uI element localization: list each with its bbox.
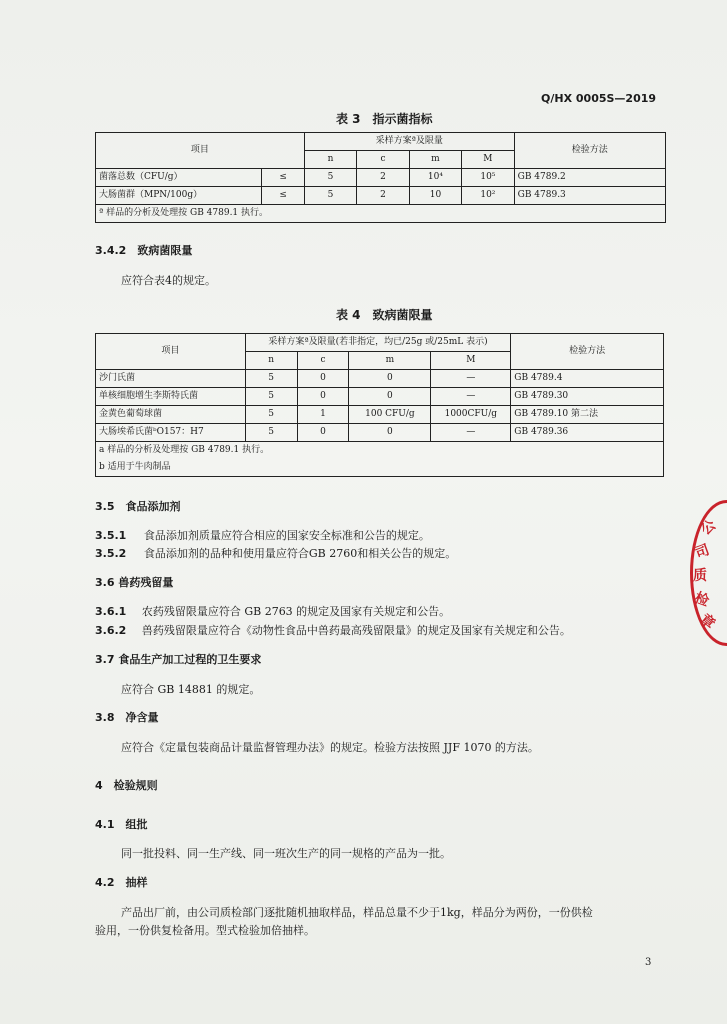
table3-cell-m: 10 (409, 187, 461, 205)
table-row (96, 169, 666, 187)
section-3-8-heading: 3.8 净含量 (95, 711, 159, 724)
table3-footnote: ª 样品的分析及处理按 GB 4789.1 执行。 (96, 205, 666, 223)
table4-cell-method: GB 4789.4 (511, 370, 664, 388)
table3-cell-c: 2 (357, 187, 409, 205)
table3-header-n: n (304, 151, 356, 169)
section-4-heading: 4 检验规则 (95, 779, 158, 792)
table-row (96, 406, 664, 424)
section-3-6-1-number: 3.6.1 (95, 605, 127, 618)
table4-title: 表 4 致病菌限量 (336, 308, 433, 322)
table4-cell-method: GB 4789.10 第二法 (511, 406, 664, 424)
table4-cell-c: 0 (297, 424, 349, 442)
table4-cell-item: 单核细胞增生李斯特氏菌 (96, 388, 246, 406)
section-3-5-2-text: 食品添加剂的品种和使用量应符合GB 2760和相关公告的规定。 (143, 547, 457, 560)
table-row (96, 187, 666, 205)
table4-cell-M: 1000CFU/g (431, 406, 511, 424)
seal-stamp: 公 司 质 检 章 (690, 500, 727, 646)
table3-cell-n: 5 (304, 187, 356, 205)
table-row (96, 424, 664, 442)
section-3-6-2 (95, 622, 571, 638)
table3-title: 表 3 指示菌指标 (336, 112, 433, 126)
section-3-5-1-number: 3.5.1 (95, 529, 127, 542)
table4-cell-M: — (431, 370, 511, 388)
table3-cell-M: 10⁵ (462, 169, 514, 187)
table4-cell-item: 金黄色葡萄球菌 (96, 406, 246, 424)
table3-cell-item: 大肠菌群（MPN/100g） (96, 187, 262, 205)
section-3-4-2-heading: 3.4.2 致病菌限量 (95, 244, 193, 257)
table-row (96, 370, 664, 388)
section-3-5-2 (95, 545, 456, 561)
table4-cell-method: GB 4789.36 (511, 424, 664, 442)
table3-cell-c: 2 (357, 169, 409, 187)
table4-cell-M: — (431, 388, 511, 406)
table4-cell-method: GB 4789.30 (511, 388, 664, 406)
table4-header-M: M (431, 352, 511, 370)
section-3-5-1 (95, 527, 430, 543)
table4-cell-m: 0 (349, 388, 431, 406)
section-4-1-text: 同一批投料、同一生产线、同一班次生产的同一规格的产品为一批。 (121, 847, 451, 860)
table-row (96, 388, 664, 406)
table3-header-c: c (357, 151, 409, 169)
table3-cell-m: 10⁴ (409, 169, 461, 187)
table4-header-item: 项目 (96, 334, 246, 370)
section-3-6-2-number: 3.6.2 (95, 624, 127, 637)
table4-header-n: n (245, 352, 297, 370)
table4-header-method: 检验方法 (511, 334, 664, 370)
table4-cell-n: 5 (245, 370, 297, 388)
table3-cell-item: 菌落总数（CFU/g） (96, 169, 262, 187)
section-3-7-text: 应符合 GB 14881 的规定。 (121, 683, 261, 696)
table4-header-m: m (349, 352, 431, 370)
section-3-8-text: 应符合《定量包装商品计量监督管理办法》的规定。检验方法按照 JJF 1070 的方法。 (121, 741, 539, 754)
table3-cell-le: ≤ (262, 169, 304, 187)
page-number: 3 (645, 957, 652, 968)
table4-cell-m: 100 CFU/g (349, 406, 431, 424)
table3-header-m: m (409, 151, 461, 169)
table4-cell-c: 1 (297, 406, 349, 424)
table4-header-c: c (297, 352, 349, 370)
table4-pathogen-limits (95, 333, 664, 477)
section-3-5-heading: 3.5 食品添加剂 (95, 500, 181, 513)
table4-footnote-b: b 适用于牛肉制品 (96, 459, 664, 477)
table3-cell-M: 10² (462, 187, 514, 205)
section-3-6-1 (95, 603, 450, 619)
table4-cell-item: 大肠埃希氏菌ᵇO157：H7 (96, 424, 246, 442)
table3-cell-method: GB 4789.2 (514, 169, 665, 187)
table3-header-M: M (462, 151, 514, 169)
section-3-4-2-text: 应符合表4的规定。 (121, 274, 216, 287)
section-4-2-text-line2: 验用，一份供复检备用。型式检验加倍抽样。 (95, 924, 315, 937)
section-4-2-heading: 4.2 抽样 (95, 876, 148, 889)
table4-cell-m: 0 (349, 424, 431, 442)
section-3-5-1-text: 食品添加剂质量应符合相应的国家安全标准和公告的规定。 (143, 529, 430, 542)
table4-cell-c: 0 (297, 388, 349, 406)
table3-cell-le: ≤ (262, 187, 304, 205)
table3-cell-n: 5 (304, 169, 356, 187)
table4-cell-n: 5 (245, 424, 297, 442)
section-3-6-heading: 3.6 兽药残留量 (95, 576, 174, 589)
table3-indicator-bacteria (95, 132, 666, 223)
section-4-2-text-line1: 产品出厂前，由公司质检部门逐批随机抽取样品，样品总量不少于1kg，样品分为两份，一份供检 (121, 906, 593, 919)
table4-cell-item: 沙门氏菌 (96, 370, 246, 388)
table3-header-plan: 采样方案ª及限量 (304, 133, 514, 151)
section-3-5-2-number: 3.5.2 (95, 547, 127, 560)
section-3-6-1-text: 农药残留限量应符合 GB 2763 的规定及国家有关规定和公告。 (141, 605, 451, 618)
table4-header-plan: 采样方案ª及限量(若非指定，均已/25g 或/25mL 表示) (245, 334, 511, 352)
table4-cell-c: 0 (297, 370, 349, 388)
section-4-1-heading: 4.1 组批 (95, 818, 148, 831)
table4-cell-m: 0 (349, 370, 431, 388)
document-number: Q/HX 0005S—2019 (541, 92, 657, 105)
table3-header-item: 项目 (96, 133, 305, 169)
table3-header-method: 检验方法 (514, 133, 665, 169)
table4-cell-n: 5 (245, 388, 297, 406)
table3-cell-method: GB 4789.3 (514, 187, 665, 205)
section-3-7-heading: 3.7 食品生产加工过程的卫生要求 (95, 653, 262, 666)
table4-cell-M: — (431, 424, 511, 442)
section-3-6-2-text: 兽药残留限量应符合《动物性食品中兽药最高残留限量》的规定及国家有关规定和公告。 (141, 624, 571, 637)
table4-cell-n: 5 (245, 406, 297, 424)
table4-footnote-a: a 样品的分析及处理按 GB 4789.1 执行。 (96, 442, 664, 460)
